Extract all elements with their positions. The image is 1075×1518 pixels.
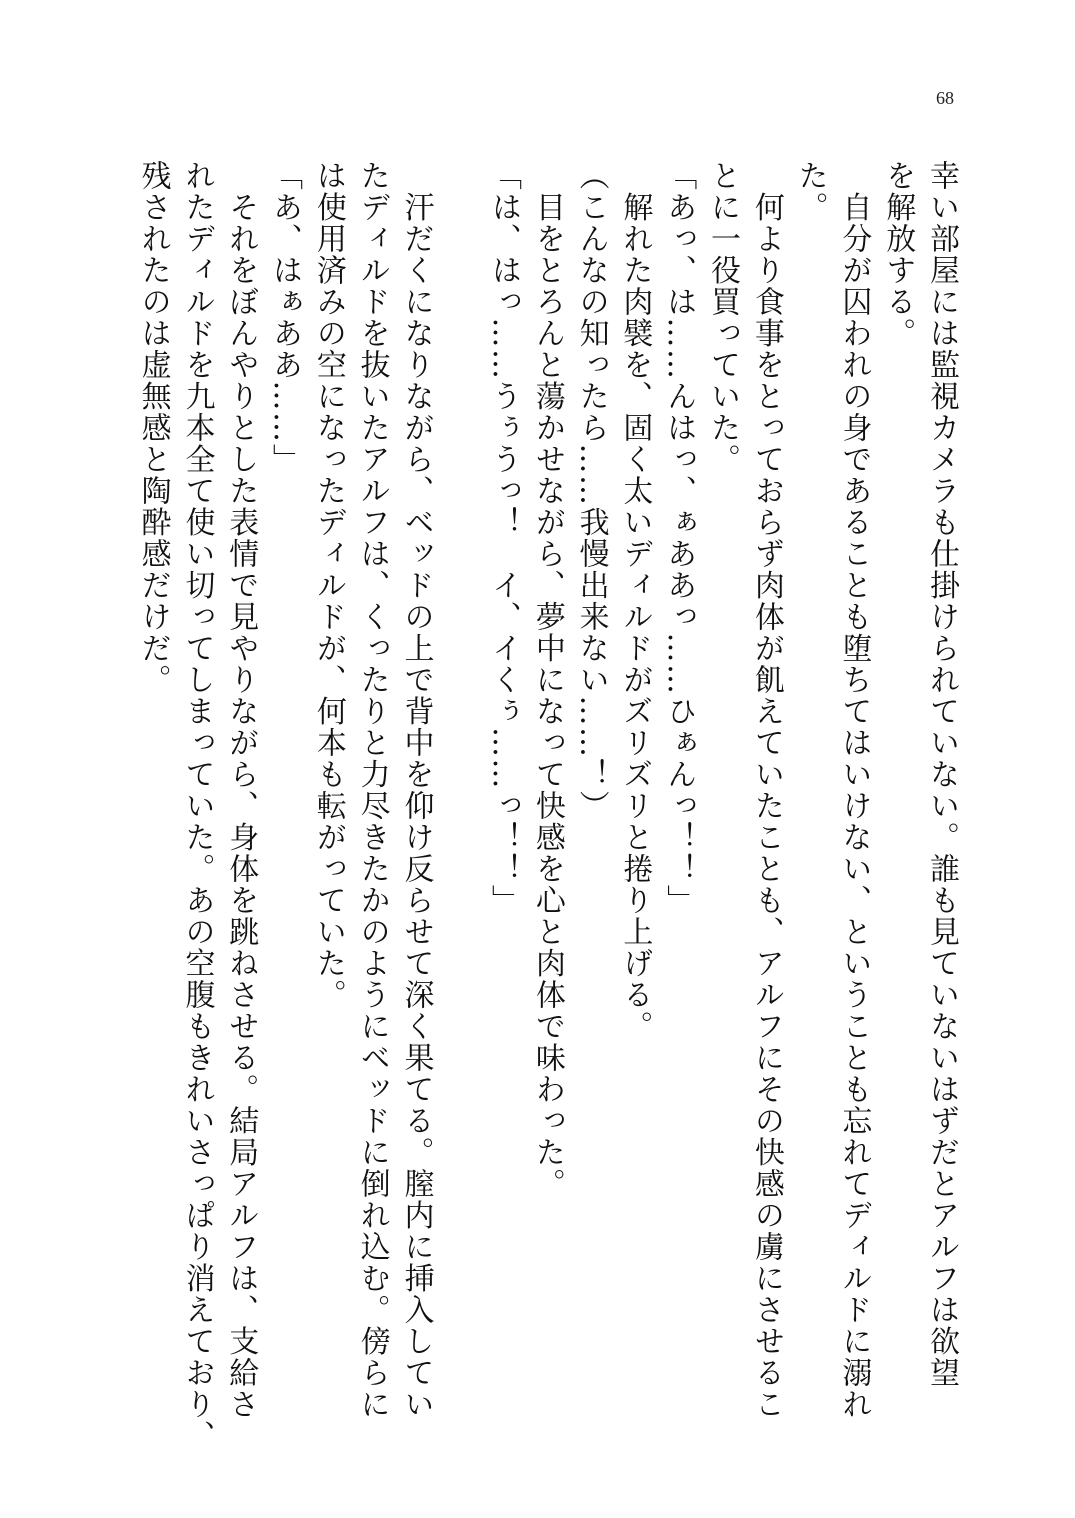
text-line: た。 [792, 160, 828, 223]
text-line: とに一役買っていた。 [705, 160, 741, 475]
text-line: 「あ、はぁああ……」 [267, 160, 303, 475]
text-line: 汗だくになりながら、ベッドの上で背中を仰け反らせて深く果てる。膣内に挿入してい [398, 160, 434, 1420]
text-line: たディルドを抜いたアルフは、くったりと力尽きたかのようにベッドに倒れ込む。傍らに [354, 160, 390, 1420]
text-line: 「は、はっ……うぅうっ！ イ、イくぅ……っ！！」 [486, 160, 522, 916]
text-line: は使用済みの空になったディルドが、何本も転がっていた。 [310, 160, 346, 1011]
text-line: 幸い部屋には監視カメラも仕掛けられていない。誰も見ていないはずだとアルフは欲望 [924, 160, 959, 1389]
body-text [131, 160, 963, 1452]
text-line: 解れた肉襞を、固く太いディルドがズリズリと捲り上げる。 [617, 160, 653, 1042]
text-line: それをぼんやりとした表情で見やりながら、身体を跳ねさせる。結局アルフは、支給さ [223, 160, 259, 1420]
text-line: 自分が囚われの身であることも堕ちてはいけない、ということも忘れてディルドに溺れ [836, 160, 872, 1420]
text-line: 残されたのは虚無感と陶酔感だけだ。 [135, 160, 171, 696]
text-line: 何より食事をとっておらず肉体が飢えていたことも、アルフにその快感の虜にさせるこ [748, 160, 784, 1420]
page-number: 68 [936, 88, 954, 108]
text-line: 「あっ、は……んはっ、ぁああっ……ひぁんっ！！」 [661, 160, 697, 916]
text-line: （こんなの知ったら……我慢出来ない……！） [573, 160, 609, 822]
text-line: 目をとろんと蕩かせながら、夢中になって快感を心と肉体で味わった。 [529, 160, 565, 1200]
text-line: を解放する。 [880, 160, 916, 349]
text-line: れたディルドを九本全て使い切ってしまっていた。あの空腹もきれいさっぱり消えており、 [179, 160, 215, 1452]
